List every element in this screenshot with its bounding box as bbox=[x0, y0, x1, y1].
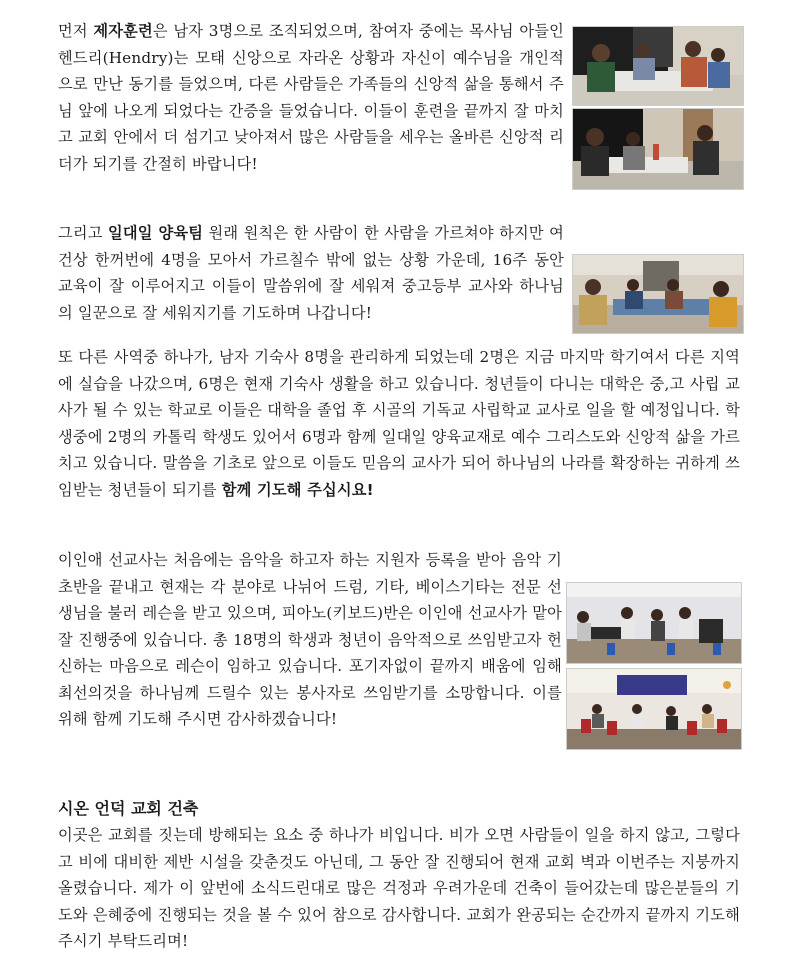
bold-term-discipleship: 제자훈련 bbox=[93, 22, 153, 40]
paragraph-church-construction bbox=[58, 822, 740, 955]
photo-music-lesson bbox=[566, 582, 742, 664]
paragraph-text: 은 남자 3명으로 조직되었으며, 참여자 중에는 목사님 아들인 헨드리(Hendry)는 모태 신앙으로 자라온 상황과 자신이 예수님을 개인적으로 만난 동기를 들었으며, 다른 사람들은 가족들의 신앙적 삶을 통해서 주님 앞에 나오게 되었다는 간증을 들었습니다. 이들이 훈련을 끝까지 잘 마치고 교회 안에서 더 섬기고 낮아져서 많은 사람들을 세우는 올바른 신앙적 리더가 되기를 간절히 바랍니다! bbox=[58, 22, 564, 173]
bold-term-one-on-one: 일대일 양육팀 bbox=[108, 224, 204, 242]
paragraph-text: 먼저 bbox=[58, 22, 94, 40]
section-heading-church-construction: 시온 언덕 교회 건축 bbox=[58, 799, 199, 818]
photo-discipleship-group-2 bbox=[572, 108, 744, 190]
paragraph-text: 또 다른 사역중 하나가, 남자 기숙사 8명을 관리하게 되었는데 2명은 지금 마지막 학기여서 다른 지역에 실습을 나갔으며, 6명은 현재 기숙사 생활을 하고 있습니다. 청년들이 다니는 대학은 중,고 사립 교사가 될 수 있는 학교로 이들은 대학을 졸업 후 시골의 기독교 사립학교 교사로 일을 할 예정입니다. 학생중에 2명의 카톨릭 학생도 있어서 6명과 함께 일대일 양육교재로 예수 그리스도와 신앙적 삶을 가르치고 있습니다. 말씀을 기초로 앞으로 이들도 믿음의 교사가 되어 하나님의 나라를 확장하는 귀하게 쓰임받는 청년들이 되기를 bbox=[58, 348, 740, 499]
paragraph-text: 그리고 bbox=[58, 224, 109, 242]
photo-one-on-one-team bbox=[572, 254, 744, 334]
paragraph-text: 이곳은 교회를 짓는데 방해되는 요소 중 하나가 비입니다. 비가 오면 사람들이 일을 하지 않고, 그렇다고 비에 대비한 제반 시설을 갖춘것도 아닌데, 그 동안 잘 진행되어 현재 교회 벽과 이번주는 지붕까지 올렸습니다. 제가 이 앞번에 소식드린대로 많은 걱정과 우려가운데 건축이 들어갔는데 많은분들의 기도와 은혜중에 진행되는 것을 볼 수 있어 참으로 감사합니다. 교회가 완공되는 순간까지 끝까지 기도해 주시기 부탁드리며! bbox=[58, 826, 740, 950]
paragraph-dormitory bbox=[58, 344, 740, 503]
photo-discipleship-group bbox=[572, 26, 744, 106]
paragraph-text: 원래 원칙은 한 사람이 한 사람을 가르쳐야 하지만 여건상 한꺼번에 4명을 모아서 가르칠수 밖에 없는 상황 가운데, 16주 동안 교육이 잘 이루어지고 이들이 말씀위에 잘 세워져 중고등부 교사와 하나님의 일꾼으로 잘 세워지기를 기도하며 나갑니다! bbox=[58, 224, 564, 322]
photo-music-group-hall bbox=[566, 668, 742, 750]
bold-prayer-request: 함께 기도해 주십시요! bbox=[221, 480, 374, 499]
paragraph-text: 이인애 선교사는 처음에는 음악을 하고자 하는 지원자 등록을 받아 음악 기초반을 끝내고 현재는 각 분야로 나뉘어 드럼, 기타, 베이스기타는 전문 선생님을 불러 레슨을 받고 있으며, 피아노(키보드)반은 이인애 선교사가 맡아 잘 진행중에 있습니다. 총 18명의 학생과 청년이 음악적으로 쓰임받고자 헌신하는 마음으로 레슨이 임하고 있습니다. 포기자없이 끝까지 배움에 임해 최선의것을 하나님께 드릴수 있는 봉사자로 쓰임받기를 소망합니다. 이를 위해 함께 기도해 주시면 감사하겠습니다! bbox=[58, 551, 562, 728]
